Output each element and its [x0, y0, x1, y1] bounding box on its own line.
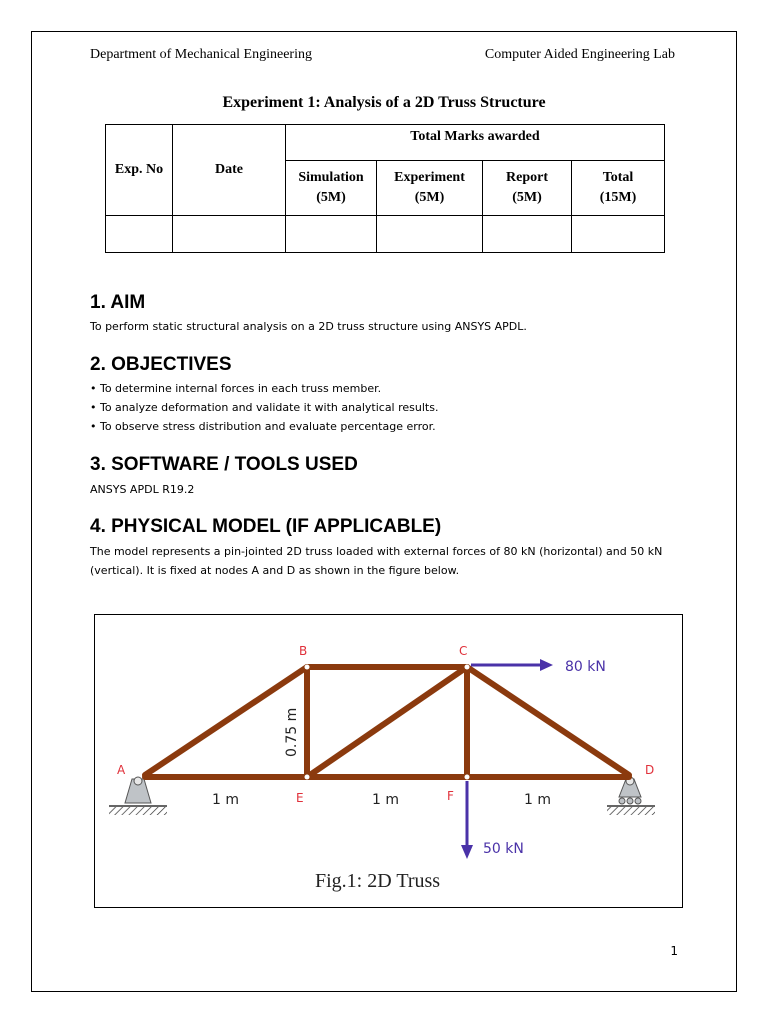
span-label-ae: 1 m: [212, 792, 239, 808]
force-label-vertical: 50 kN: [483, 841, 524, 857]
member-cd: [467, 667, 629, 775]
col-total: Total (15M): [572, 161, 665, 216]
objective-item: • To observe stress distribution and evaluate percentage error.: [90, 420, 436, 433]
truss-diagram: [95, 615, 684, 909]
force-arrow-horizontal: [471, 659, 553, 671]
marks-table: [105, 124, 665, 253]
node-label-b: B: [299, 644, 308, 658]
node-label-d: D: [645, 763, 655, 777]
node-label-e: E: [296, 791, 304, 805]
col-experiment: Experiment (5M): [377, 161, 483, 216]
truss-members: [145, 667, 629, 777]
software-text: ANSYS APDL R19.2: [90, 483, 195, 496]
experiment-title: Experiment 1: Analysis of a 2D Truss Structure: [222, 94, 546, 111]
objective-item: • To determine internal forces in each truss member.: [90, 382, 382, 395]
heading-physical-model: 4. PHYSICAL MODEL (IF APPLICABLE): [90, 516, 442, 537]
span-label-ef: 1 m: [372, 792, 399, 808]
span-label-fd: 1 m: [524, 792, 551, 808]
force-arrow-vertical: [461, 781, 473, 859]
col-report: Report (5M): [483, 161, 572, 216]
node-label-c: C: [459, 644, 468, 658]
heading-objectives: 2. OBJECTIVES: [90, 354, 232, 375]
pin-support-a: [109, 777, 167, 815]
aim-text: To perform static structural analysis on a 2D truss structure using ANSYS APDL.: [90, 320, 527, 333]
cell-date-entry[interactable]: [173, 216, 286, 253]
node-label-f: F: [447, 789, 454, 803]
force-label-horizontal: 80 kN: [565, 659, 606, 675]
header-department: Department of Mechanical Engineering: [90, 47, 312, 62]
cell-report-entry[interactable]: [483, 216, 572, 253]
page-number: 1: [670, 944, 678, 958]
cell-exp-no-entry[interactable]: [106, 216, 173, 253]
height-label: 0.75 m: [284, 707, 300, 757]
node-label-a: A: [117, 763, 126, 777]
heading-aim: 1. AIM: [90, 292, 146, 313]
member-ab: [145, 667, 307, 775]
roller-support-d: [607, 777, 655, 815]
col-simulation: Simulation (5M): [286, 161, 377, 216]
objective-item: • To analyze deformation and validate it with analytical results.: [90, 401, 439, 414]
header-lab: Computer Aided Engineering Lab: [484, 47, 675, 62]
col-date: Date: [173, 125, 286, 216]
model-text-line-2: (vertical). It is fixed at nodes A and D as shown in the figure below.: [90, 564, 460, 577]
truss-figure: [94, 614, 683, 908]
figure-caption: Fig.1: 2D Truss: [315, 870, 441, 892]
heading-software: 3. SOFTWARE / TOOLS USED: [90, 454, 358, 475]
cell-simulation-entry[interactable]: [286, 216, 377, 253]
col-marks-group: Total Marks awarded: [286, 125, 665, 161]
cell-total-entry[interactable]: [572, 216, 665, 253]
member-ec: [307, 667, 467, 777]
col-exp-no: Exp. No: [106, 125, 173, 216]
cell-experiment-entry[interactable]: [377, 216, 483, 253]
model-text-line-1: The model represents a pin-jointed 2D truss loaded with external forces of 80 kN (horizontal) and 50 kN: [90, 545, 663, 558]
